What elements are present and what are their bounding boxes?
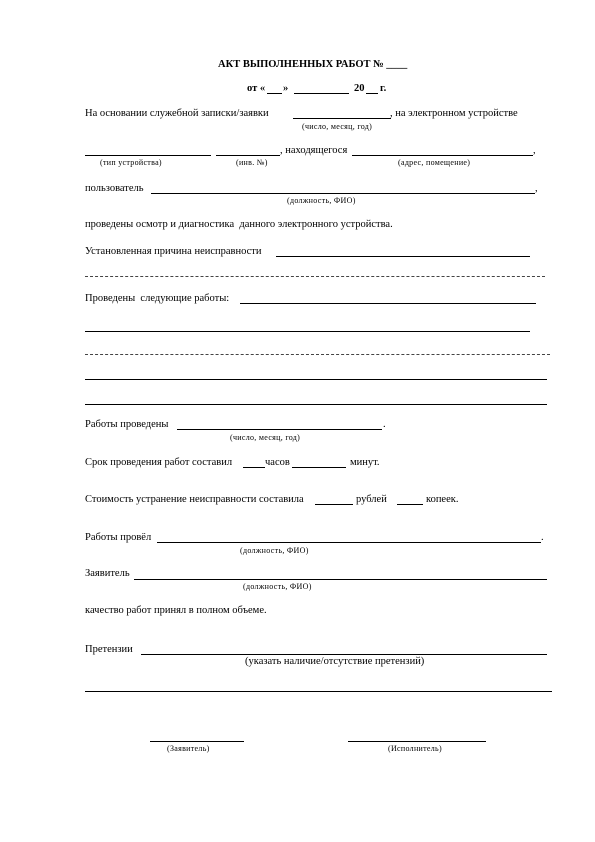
address-hint: (адрес, помещение): [398, 158, 471, 167]
works-field-4[interactable]: [85, 379, 547, 380]
performer-dot: .: [541, 532, 544, 543]
minutes-label: минут.: [350, 457, 380, 468]
claims-field-2[interactable]: [85, 691, 552, 692]
performer-label: Работы провёл: [85, 532, 152, 543]
claims-label: Претензии: [85, 644, 133, 655]
applicant-signature-field[interactable]: [150, 741, 244, 742]
applicant-signature-hint: (Заявитель): [167, 744, 210, 753]
cost-label: Стоимость устранение неисправности составила: [85, 494, 304, 505]
applicant-label: Заявитель: [85, 568, 130, 579]
device-type-field[interactable]: [85, 155, 211, 156]
month-field[interactable]: [294, 93, 349, 94]
cause-label: Установленная причина неисправности: [85, 246, 262, 257]
basis-date-field[interactable]: [293, 118, 391, 119]
duration-label: Срок проведения работ составил: [85, 457, 233, 468]
day-field[interactable]: [267, 93, 282, 94]
user-hint: (должность, ФИО): [287, 196, 356, 205]
diagnostics-text: проведены осмотр и диагностика данного электронного устройства.: [85, 219, 393, 230]
year-field[interactable]: [366, 93, 378, 94]
works-field-2[interactable]: [85, 331, 530, 332]
works-field-3[interactable]: [85, 354, 550, 355]
kopecks-label: копеек.: [426, 494, 459, 505]
minutes-field[interactable]: [292, 467, 346, 468]
date-prefix: от «: [247, 83, 266, 94]
document-title: АКТ ВЫПОЛНЕННЫХ РАБОТ № ____: [218, 59, 408, 70]
works-field-1[interactable]: [240, 303, 536, 304]
claims-hint: (указать наличие/отсутствие претензий): [245, 656, 425, 667]
cause-field[interactable]: [276, 256, 530, 257]
rubles-label: рублей: [356, 494, 387, 505]
accepted-text: качество работ принял в полном объеме.: [85, 605, 267, 616]
device-type-hint: (тип устройства): [100, 158, 162, 167]
hours-field[interactable]: [243, 467, 265, 468]
address-field[interactable]: [352, 155, 533, 156]
cause-field-2[interactable]: [85, 276, 545, 277]
kopecks-field[interactable]: [397, 504, 423, 505]
device-located-label: , находящегося: [280, 145, 348, 156]
applicant-field[interactable]: [134, 579, 547, 580]
year-prefix: 20: [354, 83, 365, 94]
done-date-field[interactable]: [177, 429, 382, 430]
date-suffix: г.: [380, 83, 387, 94]
claims-field[interactable]: [141, 654, 547, 655]
inventory-hint: (инв. №): [236, 158, 268, 167]
done-dot: .: [383, 419, 386, 430]
done-label: Работы проведены: [85, 419, 169, 430]
device-comma: ,: [533, 145, 536, 156]
works-label: Проведены следующие работы:: [85, 293, 230, 304]
applicant-hint: (должность, ФИО): [243, 582, 312, 591]
basis-label: На основании служебной записки/заявки: [85, 108, 269, 119]
performer-field[interactable]: [157, 542, 541, 543]
done-hint: (число, месяц, год): [230, 433, 301, 442]
rubles-field[interactable]: [315, 504, 353, 505]
inventory-number-field[interactable]: [216, 155, 280, 156]
hours-label: часов: [265, 457, 290, 468]
performer-signature-field[interactable]: [348, 741, 486, 742]
works-field-5[interactable]: [85, 404, 547, 405]
performer-signature-hint: (Исполнитель): [388, 744, 442, 753]
date-mid: »: [283, 83, 289, 94]
user-field[interactable]: [151, 193, 535, 194]
performer-hint: (должность, ФИО): [240, 546, 309, 555]
basis-tail: , на электронном устройстве: [390, 108, 518, 119]
basis-hint: (число, месяц, год): [302, 122, 373, 131]
user-comma: ,: [535, 183, 538, 194]
user-label: пользователь: [85, 183, 144, 194]
